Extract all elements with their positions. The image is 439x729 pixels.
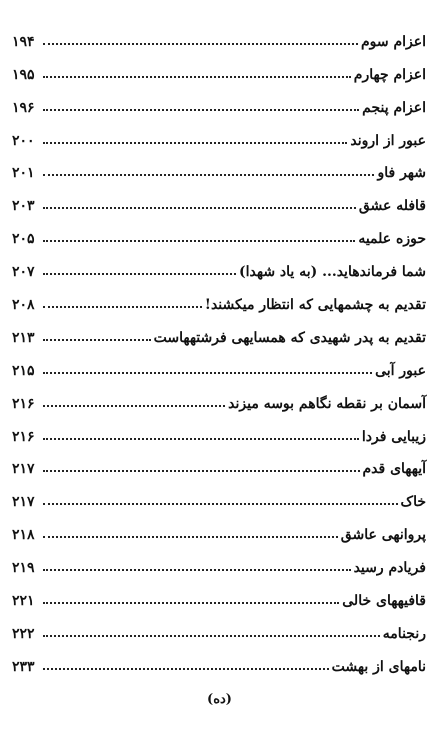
toc-entry-page: ۲۳۳ [12, 658, 35, 675]
dot-leader [43, 665, 329, 670]
toc-entry-title: شما فرماندهاید... (به یاد شهدا) [239, 264, 426, 281]
toc-entry-title: اعزام سوم [360, 33, 426, 50]
dot-leader [43, 106, 359, 111]
toc-entry [12, 116, 426, 149]
toc-entry-page: ۲۰۷ [12, 264, 35, 281]
toc-entry-page: ۲۰۵ [12, 231, 35, 248]
dot-leader [43, 237, 355, 242]
dot-leader [43, 467, 360, 472]
toc-entry-title: شهر فاو [377, 165, 426, 182]
toc-entry [12, 247, 426, 280]
page-number: (ده) [207, 692, 232, 707]
toc-entry [12, 214, 426, 247]
dot-leader [43, 270, 236, 275]
toc-entry [12, 609, 426, 642]
toc-entry-page: ۲۱۹ [12, 560, 35, 577]
toc-entry-page: ۲۱۸ [12, 527, 35, 544]
toc-entry-title: نامهای از بهشت [331, 658, 426, 675]
toc-entry [12, 83, 426, 116]
toc-entry-page: ۲۰۸ [12, 297, 35, 314]
toc-entry [12, 181, 426, 214]
toc-entry-title: آسمان بر نقطه نگاهم بوسه میزند [228, 395, 426, 412]
dot-leader [43, 171, 374, 176]
toc-entry-page: ۱۹۶ [12, 99, 35, 116]
toc-entry-page: ۱۹۵ [12, 66, 35, 83]
toc-entry-title: پروانهی عاشق [340, 527, 426, 544]
toc-entry-page: ۲۰۰ [12, 132, 35, 149]
dot-leader [43, 40, 358, 45]
toc-entry [12, 445, 426, 478]
toc-entry-title: قافیههای خالی [342, 593, 426, 610]
dot-leader [43, 566, 351, 571]
toc-entry-title: آیههای قدم [362, 461, 426, 478]
dot-leader [43, 533, 338, 538]
dot-leader [43, 632, 380, 637]
toc-entry [12, 379, 426, 412]
toc-entry-page: ۲۱۷ [12, 461, 35, 478]
toc-entry-page: ۲۱۶ [12, 395, 35, 412]
toc-entry-title: خاک [400, 494, 426, 511]
toc-entry [12, 17, 426, 50]
dot-leader [43, 204, 356, 209]
toc-entry [12, 477, 426, 510]
dot-leader [43, 599, 339, 604]
toc-entry [12, 412, 426, 445]
toc-entry [12, 313, 426, 346]
dot-leader [43, 402, 225, 407]
toc-entry [12, 576, 426, 609]
toc-entry-title: فریادم رسید [353, 560, 426, 577]
toc-entry-title: عبور از اروند [350, 132, 426, 149]
dot-leader [43, 336, 151, 341]
toc-entry-title: حوزه علمیه [358, 231, 426, 248]
dot-leader [43, 500, 398, 505]
dot-leader [43, 435, 359, 440]
toc-entry-title: قافله عشق [358, 198, 426, 215]
toc-entry [12, 642, 426, 675]
toc-entry [12, 149, 426, 182]
dot-leader [43, 369, 372, 374]
toc-entry-page: ۲۱۶ [12, 428, 35, 445]
toc-entry [12, 543, 426, 576]
toc-entry-title: تقدیم به پدر شهیدی که همسایهی فرشتههاست [153, 329, 426, 346]
dot-leader [43, 139, 347, 144]
toc-entry-title: عبور آبی [375, 362, 426, 379]
toc-entry-title: زیبایی فردا [361, 428, 426, 445]
toc-entry [12, 50, 426, 83]
toc-entry-title: رنجنامه [382, 625, 426, 642]
toc-entry [12, 346, 426, 379]
dot-leader [43, 73, 351, 78]
toc-entry-title: اعزام چهارم [353, 66, 426, 83]
table-of-contents [12, 17, 426, 675]
toc-entry-page: ۲۱۷ [12, 494, 35, 511]
toc-entry-page: ۲۲۲ [12, 625, 35, 642]
toc-entry-title: اعزام پنجم [362, 99, 426, 116]
toc-entry-page: ۲۱۳ [12, 329, 35, 346]
toc-entry-page: ۲۱۵ [12, 362, 35, 379]
dot-leader [43, 303, 202, 308]
toc-entry [12, 280, 426, 313]
toc-entry-page: ۲۰۱ [12, 165, 35, 182]
toc-entry-page: ۲۰۳ [12, 198, 35, 215]
toc-entry [12, 510, 426, 543]
toc-entry-page: ۱۹۴ [12, 33, 35, 50]
toc-entry-title: تقدیم به چشمهایی که انتظار میکشند! [204, 297, 426, 314]
toc-entry-page: ۲۲۱ [12, 593, 35, 610]
